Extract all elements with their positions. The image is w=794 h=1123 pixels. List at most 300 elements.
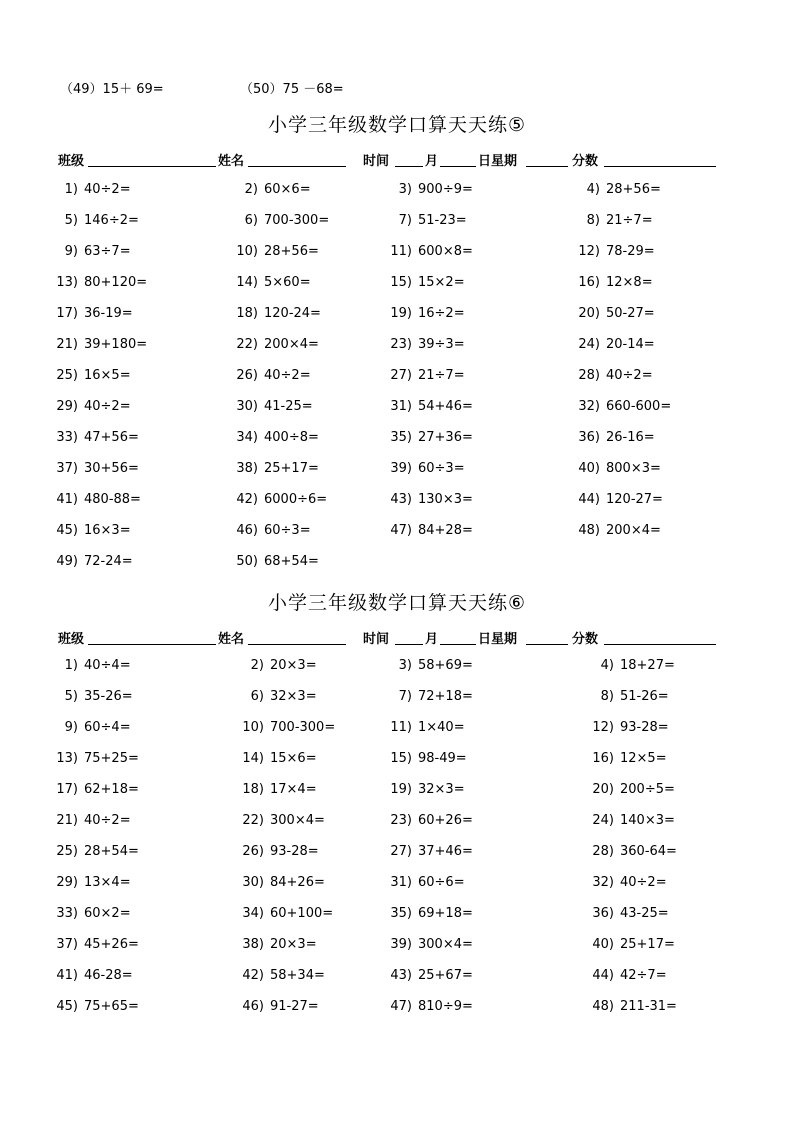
problem-number: 6)	[250, 689, 264, 704]
problem-number: 41)	[56, 968, 78, 983]
problem-number: 36)	[578, 430, 600, 445]
problem-number: 30)	[236, 399, 258, 414]
problem-number: 31)	[390, 399, 412, 414]
problem-number: 5)	[64, 213, 78, 228]
problem-expression: 75+25=	[84, 751, 139, 766]
problem-item	[240, 844, 319, 859]
problem-expression: 120-27=	[606, 492, 663, 507]
problem-expression: 39+180=	[84, 337, 148, 352]
problem-number: 12)	[578, 244, 600, 259]
problem-item	[590, 782, 675, 797]
problem-number: 42)	[242, 968, 264, 983]
problem-number: 15)	[390, 275, 412, 290]
problem-number: 47)	[390, 999, 412, 1014]
problem-number: 48)	[578, 523, 600, 538]
problem-number: 20)	[592, 782, 614, 797]
problem-row	[0, 182, 794, 213]
section-6-problem-grid	[0, 658, 794, 1030]
problem-row	[0, 751, 794, 782]
problem-item	[56, 492, 141, 507]
problem-item	[386, 213, 467, 228]
problem-item	[240, 782, 317, 797]
problem-number: 50)	[236, 554, 258, 569]
weekday-field[interactable]	[526, 644, 568, 645]
problem-item	[590, 968, 667, 983]
problem-number: 45)	[56, 523, 78, 538]
problem-number: 34)	[242, 906, 264, 921]
month-field[interactable]	[395, 644, 423, 645]
class-field[interactable]	[88, 644, 216, 645]
problem-number: 2)	[244, 182, 258, 197]
problem-expression: 69+18=	[418, 906, 473, 921]
problem-expression: 72+18=	[418, 689, 473, 704]
problem-expression: 700-300=	[270, 720, 336, 735]
problem-expression: 42÷7=	[620, 968, 667, 983]
problem-item	[232, 244, 319, 259]
problem-item	[578, 368, 653, 383]
section-6-header	[58, 628, 716, 648]
problem-item	[386, 906, 473, 921]
problem-number: 43)	[390, 492, 412, 507]
problem-row	[0, 523, 794, 554]
problem-row	[0, 368, 794, 399]
problem-expression: 78-29=	[606, 244, 655, 259]
problem-item	[578, 244, 655, 259]
problem-item	[590, 720, 669, 735]
problem-expression: 91-27=	[270, 999, 319, 1014]
problem-number: 49)	[56, 554, 78, 569]
problem-number: 15)	[390, 751, 412, 766]
problem-expression: 15×6=	[270, 751, 317, 766]
problem-number: 35)	[390, 430, 412, 445]
problem-row	[0, 244, 794, 275]
problem-number: 16)	[578, 275, 600, 290]
problem-item	[386, 658, 473, 673]
problem-item	[240, 751, 317, 766]
problem-expression: 25+67=	[418, 968, 473, 983]
score-field[interactable]	[604, 166, 716, 167]
problem-item	[578, 306, 655, 321]
problem-item	[240, 875, 325, 890]
day-weekday-label: 日星期	[478, 154, 518, 169]
problem-number: 14)	[242, 751, 264, 766]
problem-number: 38)	[242, 937, 264, 952]
problem-expression: 40÷2=	[606, 368, 653, 383]
problem-expression: 32×3=	[418, 782, 465, 797]
problem-item	[232, 213, 329, 228]
problem-number: 40)	[578, 461, 600, 476]
problem-item	[240, 999, 319, 1014]
problem-expression: 58+34=	[270, 968, 325, 983]
problem-item	[56, 658, 131, 673]
problem-expression: 26-16=	[606, 430, 655, 445]
problem-row	[0, 999, 794, 1030]
problem-expression: 60÷4=	[84, 720, 131, 735]
class-label: 班级	[58, 154, 85, 169]
problem-expression: 51-23=	[418, 213, 467, 228]
problem-number: 30)	[242, 875, 264, 890]
problem-expression: 28+56=	[264, 244, 319, 259]
problem-item	[590, 999, 677, 1014]
problem-row	[0, 658, 794, 689]
problem-number: 47)	[390, 523, 412, 538]
problem-row	[0, 906, 794, 937]
problem-number: 33)	[56, 906, 78, 921]
problem-item	[386, 968, 473, 983]
problem-number: 41)	[56, 492, 78, 507]
problem-expression: 72-24=	[84, 554, 133, 569]
problem-expression: 146÷2=	[84, 213, 139, 228]
problem-number: 24)	[592, 813, 614, 828]
section-6-title: 小学三年级数学口算天天练⑥	[267, 592, 527, 614]
problem-expression: 6000÷6=	[264, 492, 328, 507]
problem-number: 37)	[56, 461, 78, 476]
problem-expression: 68+54=	[264, 554, 319, 569]
problem-item	[578, 399, 671, 414]
problem-item	[56, 906, 131, 921]
problem-expression: 40÷2=	[84, 813, 131, 828]
problem-item	[240, 813, 325, 828]
problem-number: 45)	[56, 999, 78, 1014]
day-weekday-label: 日星期	[478, 632, 518, 647]
problem-expression: 40÷2=	[84, 399, 131, 414]
problem-number: 29)	[56, 875, 78, 890]
problem-number: 29)	[56, 399, 78, 414]
problem-item	[386, 844, 473, 859]
problem-expression: 60÷3=	[264, 523, 311, 538]
problem-number: 27)	[390, 368, 412, 383]
problem-item	[56, 968, 133, 983]
month-field[interactable]	[395, 166, 423, 167]
problem-expression: 51-26=	[620, 689, 669, 704]
problem-item	[232, 492, 327, 507]
problem-number: 25)	[56, 368, 78, 383]
problem-number: 13)	[56, 751, 78, 766]
problem-expression: 400÷8=	[264, 430, 319, 445]
problem-item	[240, 968, 325, 983]
problem-item	[590, 875, 667, 890]
problem-item	[578, 461, 661, 476]
name-field[interactable]	[248, 644, 346, 645]
problem-number: 23)	[390, 337, 412, 352]
problem-item	[56, 782, 139, 797]
problem-item	[56, 999, 139, 1014]
problem-item	[232, 430, 319, 445]
problem-50-tail: （50）75 －68=	[240, 82, 344, 97]
problem-expression: 35-26=	[84, 689, 133, 704]
problem-number: 33)	[56, 430, 78, 445]
class-label: 班级	[58, 632, 85, 647]
problem-expression: 84+26=	[270, 875, 325, 890]
section-5-problem-grid	[0, 182, 794, 585]
problem-expression: 37+46=	[418, 844, 473, 859]
problem-number: 42)	[236, 492, 258, 507]
problem-number: 26)	[236, 368, 258, 383]
problem-row	[0, 720, 794, 751]
problem-number: 43)	[390, 968, 412, 983]
problem-expression: 13×4=	[84, 875, 131, 890]
problem-row	[0, 399, 794, 430]
problem-expression: 17×4=	[270, 782, 317, 797]
name-field[interactable]	[248, 166, 346, 167]
problem-expression: 16×5=	[84, 368, 131, 383]
problem-number: 37)	[56, 937, 78, 952]
problem-expression: 120-24=	[264, 306, 321, 321]
problem-item	[578, 275, 653, 290]
problem-item	[590, 906, 669, 921]
problem-number: 31)	[390, 875, 412, 890]
problem-expression: 12×8=	[606, 275, 653, 290]
problem-number: 44)	[592, 968, 614, 983]
problem-expression: 140×3=	[620, 813, 675, 828]
problem-item	[56, 244, 131, 259]
problem-item	[590, 658, 675, 673]
problem-expression: 60+26=	[418, 813, 473, 828]
problem-number: 39)	[390, 461, 412, 476]
problem-expression: 93-28=	[620, 720, 669, 735]
problem-item	[386, 337, 465, 352]
problem-number: 9)	[64, 720, 78, 735]
problem-item	[386, 937, 473, 952]
problem-row	[0, 461, 794, 492]
problem-item	[56, 720, 131, 735]
problem-expression: 1×40=	[418, 720, 465, 735]
problem-expression: 810÷9=	[418, 999, 473, 1014]
problem-expression: 25+17=	[264, 461, 319, 476]
problem-number: 3)	[398, 658, 412, 673]
problem-number: 18)	[242, 782, 264, 797]
problem-number: 12)	[592, 720, 614, 735]
problem-number: 38)	[236, 461, 258, 476]
problem-number: 32)	[578, 399, 600, 414]
problem-row	[0, 492, 794, 523]
problem-expression: 98-49=	[418, 751, 467, 766]
problem-row	[0, 813, 794, 844]
problem-number: 21)	[56, 337, 78, 352]
class-field[interactable]	[88, 166, 216, 167]
problem-expression: 27+36=	[418, 430, 473, 445]
problem-expression: 360-64=	[620, 844, 677, 859]
problem-expression: 21÷7=	[418, 368, 465, 383]
problem-expression: 700-300=	[264, 213, 330, 228]
problem-expression: 300×4=	[418, 937, 473, 952]
problem-item	[232, 337, 319, 352]
problem-number: 3)	[398, 182, 412, 197]
problem-item	[578, 213, 653, 228]
problem-row	[0, 875, 794, 906]
problem-item	[56, 368, 131, 383]
problem-expression: 130×3=	[418, 492, 473, 507]
problem-expression: 20×3=	[270, 937, 317, 952]
problem-number: 40)	[592, 937, 614, 952]
problem-item	[56, 306, 133, 321]
problem-expression: 84+28=	[418, 523, 473, 538]
problem-item	[590, 689, 669, 704]
day-field[interactable]	[440, 644, 476, 645]
problem-item	[386, 689, 473, 704]
problem-expression: 600×8=	[418, 244, 473, 259]
problem-number: 4)	[586, 182, 600, 197]
problem-number: 35)	[390, 906, 412, 921]
problem-number: 1)	[64, 182, 78, 197]
problem-item	[386, 782, 465, 797]
problem-expression: 21÷7=	[606, 213, 653, 228]
problem-row	[0, 306, 794, 337]
problem-row	[0, 844, 794, 875]
problem-item	[578, 182, 661, 197]
problem-number: 10)	[242, 720, 264, 735]
weekday-field[interactable]	[526, 166, 568, 167]
problem-number: 32)	[592, 875, 614, 890]
problem-expression: 15×2=	[418, 275, 465, 290]
problem-expression: 40÷4=	[84, 658, 131, 673]
problem-number: 19)	[390, 782, 412, 797]
problem-expression: 480-88=	[84, 492, 141, 507]
problem-number: 21)	[56, 813, 78, 828]
problem-expression: 54+46=	[418, 399, 473, 414]
problem-number: 13)	[56, 275, 78, 290]
problem-item	[386, 430, 473, 445]
problem-item	[386, 275, 465, 290]
problem-item	[56, 461, 139, 476]
problem-number: 46)	[236, 523, 258, 538]
problem-expression: 60×2=	[84, 906, 131, 921]
problem-expression: 36-19=	[84, 306, 133, 321]
problem-expression: 40÷2=	[620, 875, 667, 890]
problem-item	[56, 399, 131, 414]
section-5-header	[58, 150, 716, 170]
problem-expression: 60×6=	[264, 182, 311, 197]
problem-item	[240, 906, 333, 921]
problem-item	[56, 554, 133, 569]
problem-item	[386, 461, 465, 476]
problem-expression: 900÷9=	[418, 182, 473, 197]
problem-number: 8)	[600, 689, 614, 704]
problem-item	[232, 306, 321, 321]
problem-item	[386, 813, 473, 828]
problem-expression: 300×4=	[270, 813, 325, 828]
problem-number: 48)	[592, 999, 614, 1014]
problem-expression: 80+120=	[84, 275, 148, 290]
problem-item	[240, 689, 317, 704]
problem-item	[232, 275, 311, 290]
problem-number: 39)	[390, 937, 412, 952]
problem-number: 28)	[592, 844, 614, 859]
problem-item	[240, 720, 335, 735]
problem-row	[0, 554, 794, 585]
problem-item	[56, 844, 139, 859]
score-field[interactable]	[604, 644, 716, 645]
problem-expression: 20×3=	[270, 658, 317, 673]
problem-row	[0, 689, 794, 720]
problem-item	[590, 937, 675, 952]
problem-number: 44)	[578, 492, 600, 507]
problem-expression: 200×4=	[264, 337, 319, 352]
problem-item	[240, 937, 317, 952]
problem-expression: 45+26=	[84, 937, 139, 952]
problem-number: 5)	[64, 689, 78, 704]
problem-expression: 63÷7=	[84, 244, 131, 259]
problem-expression: 40÷2=	[84, 182, 131, 197]
problem-number: 6)	[244, 213, 258, 228]
problem-number: 16)	[592, 751, 614, 766]
problem-item	[386, 182, 473, 197]
problem-row	[0, 937, 794, 968]
problem-expression: 18+27=	[620, 658, 675, 673]
problem-expression: 40÷2=	[264, 368, 311, 383]
problem-item	[232, 523, 311, 538]
problem-item	[386, 523, 473, 538]
problem-expression: 62+18=	[84, 782, 139, 797]
problem-number: 17)	[56, 306, 78, 321]
problem-expression: 25+17=	[620, 937, 675, 952]
problem-item	[386, 306, 465, 321]
problem-number: 34)	[236, 430, 258, 445]
problem-expression: 30+56=	[84, 461, 139, 476]
problem-expression: 28+54=	[84, 844, 139, 859]
day-field[interactable]	[440, 166, 476, 167]
problem-number: 17)	[56, 782, 78, 797]
problem-item	[56, 182, 131, 197]
problem-row	[0, 213, 794, 244]
time-label: 时间	[363, 154, 390, 169]
problem-expression: 20-14=	[606, 337, 655, 352]
problem-row	[0, 968, 794, 999]
problem-expression: 200÷5=	[620, 782, 675, 797]
problem-expression: 800×3=	[606, 461, 661, 476]
problem-expression: 46-28=	[84, 968, 133, 983]
problem-expression: 47+56=	[84, 430, 139, 445]
problem-item	[590, 844, 677, 859]
problem-item	[232, 368, 311, 383]
problem-expression: 41-25=	[264, 399, 313, 414]
problem-item	[56, 689, 133, 704]
problem-expression: 211-31=	[620, 999, 677, 1014]
problem-row	[0, 430, 794, 461]
problem-expression: 60÷3=	[418, 461, 465, 476]
problem-item	[578, 492, 663, 507]
problem-number: 19)	[390, 306, 412, 321]
problem-expression: 39÷3=	[418, 337, 465, 352]
problem-number: 14)	[236, 275, 258, 290]
problem-expression: 200×4=	[606, 523, 661, 538]
problem-item	[232, 399, 313, 414]
problem-item	[578, 523, 661, 538]
problem-row	[0, 782, 794, 813]
month-label: 月	[425, 154, 439, 169]
name-label: 姓名	[218, 154, 245, 169]
problem-item	[56, 813, 131, 828]
problem-number: 2)	[250, 658, 264, 673]
problem-expression: 16×3=	[84, 523, 131, 538]
problem-number: 36)	[592, 906, 614, 921]
problem-number: 28)	[578, 368, 600, 383]
problem-item	[56, 523, 131, 538]
problem-number: 4)	[600, 658, 614, 673]
problem-item	[386, 999, 473, 1014]
problem-item	[56, 751, 139, 766]
problem-number: 26)	[242, 844, 264, 859]
problem-number: 24)	[578, 337, 600, 352]
problem-item	[386, 751, 467, 766]
problem-number: 46)	[242, 999, 264, 1014]
problem-expression: 32×3=	[270, 689, 317, 704]
problem-item	[578, 430, 655, 445]
problem-item	[56, 337, 147, 352]
problem-item	[232, 182, 311, 197]
problem-number: 10)	[236, 244, 258, 259]
section-5-title: 小学三年级数学口算天天练⑤	[267, 114, 527, 136]
